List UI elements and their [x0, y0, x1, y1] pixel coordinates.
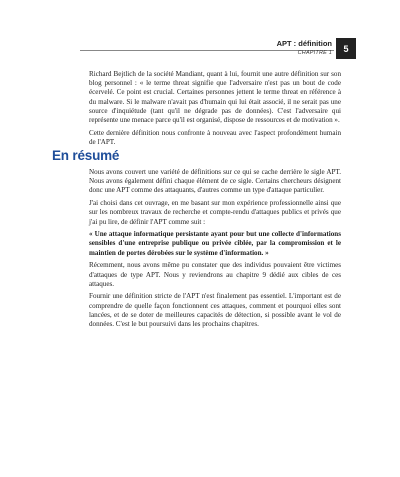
paragraph: Nous avons couvert une variété de définitions sur ce qui se cache derrière le sigle APT. Nous avons également défini chaque élément de ce sigle. Certains chercheurs désignent donc une APT comme des attaquants, d'autres comme un type d'attaque particulier. [89, 168, 341, 195]
chapter-label: CHAPITRE 1 [297, 50, 332, 56]
page-number: 5 [336, 38, 356, 59]
section-heading: En résumé [52, 148, 120, 163]
paragraph: Fournir une définition stricte de l'APT n'est finalement pas essentiel. L'important est de comprendre de quelle façon fonctionnent ces attaques, comment et pourquoi elles sont lancées, et de se doter de meilleures capacités de détection, si possible avant le vol de données. C'est le but poursuivi dans les prochains chapitres. [89, 292, 341, 329]
definition-quote: « Une attaque informatique persistante ayant pour but une collecte d'informations sensibles d'une entreprise publique ou privée ciblée, par la compromission et le maintien de portes dérobées sur le système d'information. » [89, 230, 341, 257]
paragraph: Richard Bejtlich de la société Mandiant, quant à lui, fournit une autre définition sur son blog personnel : « le terme threat signifie que l'adversaire n'est pas un bout de code écervelé. Ce point est crucial. Certaines personnes jettent le terme threat en référence à du malware. Si le malware n'avait pas d'humain qui lui était associé, il ne serait pas une source d'inquiétude (tant qu'il ne dégrade pas de données). C'est l'adversaire qui représente une menace parce qu'il est organisé, dispose de ressources et de motivation ». [89, 70, 341, 125]
intro-text [89, 70, 341, 151]
running-title: APT : définition [276, 39, 332, 48]
header-rule [80, 50, 334, 51]
paragraph: Récemment, nous avons même pu constater que des individus pouvaient être victimes d'attaques de type APT. Nous y reviendrons au chapitre 9 dédié aux cibles de ces attaques. [89, 261, 341, 288]
summary-text [89, 168, 341, 333]
paragraph: Cette dernière définition nous confronte à nouveau avec l'aspect profondément humain de l'APT. [89, 128, 341, 146]
paragraph: J'ai choisi dans cet ouvrage, en me basant sur mon expérience professionnelle ainsi que sur les nombreux travaux de recherche et compte-rendu d'attaques publics et privés que j'ai pu lire, de définir l'APT comme suit : [89, 199, 341, 226]
